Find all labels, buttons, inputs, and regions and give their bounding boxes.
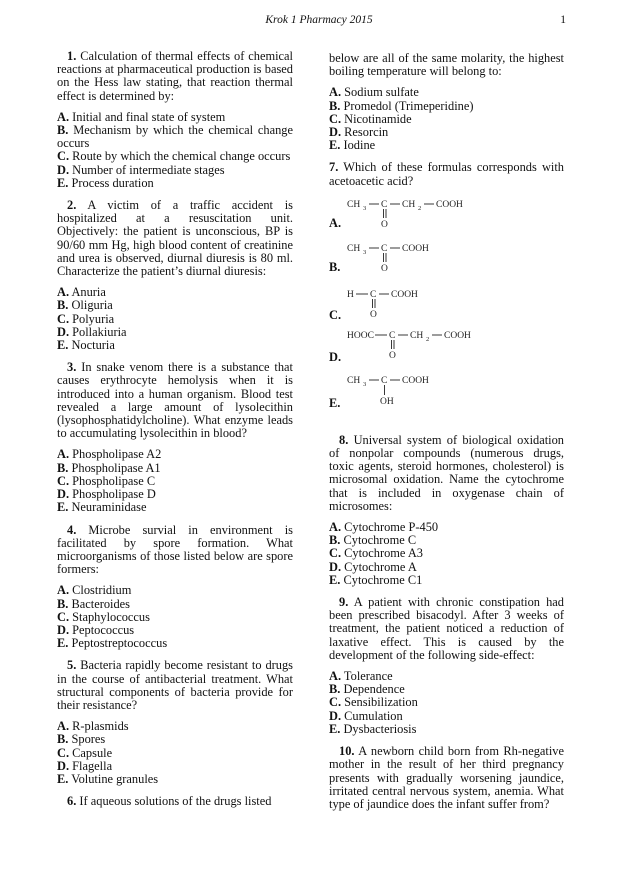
svg-text:O: O <box>381 263 388 274</box>
question-number: 6. <box>67 794 77 809</box>
answer-option: D. Cumulation <box>329 708 403 723</box>
answer-option: D. Resorcin <box>329 125 389 140</box>
answer-option: B. Oliguria <box>57 298 113 313</box>
option-letter: A. <box>329 215 342 230</box>
page-number: 1 <box>560 14 566 26</box>
answer-option: C. Phospholipase C <box>57 473 156 488</box>
question-text: In snake venom there is a substance that causes erythrocyte hemolysis when it is introduced into a human organism. Blood test revealed a large amount of lysolecithin (lysophosphatidylcholine). What enzyme leads to accumulating lysolecithin in blood? <box>57 360 293 441</box>
svg-text:O: O <box>389 350 396 361</box>
answer-option: B. Phospholipase A1 <box>57 460 161 475</box>
svg-text:C: C <box>389 330 396 341</box>
answer-option: C. Nicotinamide <box>329 111 412 126</box>
answer-option: D. Peptococcus <box>57 622 135 637</box>
question-text: below are all of the same molarity, the highest boiling temperature will belong to: <box>329 51 564 79</box>
answer-option: C. Staphylococcus <box>57 609 150 624</box>
answer-option: A. Cytochrome P-450 <box>329 520 439 535</box>
question-1 <box>57 50 293 190</box>
svg-text:CH: CH <box>410 330 424 341</box>
formula-option-c <box>329 280 564 328</box>
formula-option-a <box>329 196 564 236</box>
svg-text:CH: CH <box>347 375 361 386</box>
question-number: 8. <box>339 432 349 447</box>
answer-option: D. Flagella <box>57 758 113 773</box>
answer-option: E. Nocturia <box>57 338 115 353</box>
svg-text:3: 3 <box>363 380 367 388</box>
answer-option: D. Phospholipase D <box>57 487 156 502</box>
question-6-continued <box>329 52 564 152</box>
left-column <box>57 50 293 817</box>
question-number: 2. <box>67 198 77 213</box>
question-number: 1. <box>67 49 77 63</box>
answer-option: A. Tolerance <box>329 669 393 684</box>
question-text: Microbe survial in environment is facilitated by spore formation. What microorganisms of those listed below are spore formers: <box>57 522 293 577</box>
question-number: 5. <box>67 658 77 673</box>
structural-formula-c <box>343 280 543 328</box>
answer-option: C. Sensibilization <box>329 695 418 710</box>
svg-text:C: C <box>381 375 388 386</box>
svg-text:COOH: COOH <box>444 330 471 341</box>
svg-text:COOH: COOH <box>402 243 429 254</box>
answer-option: E. Dysbacteriosis <box>329 721 417 736</box>
answer-option: B. Cytochrome C <box>329 533 417 548</box>
answer-option: C. Route by which the chemical change occurs <box>57 149 291 164</box>
svg-text:CH: CH <box>347 243 361 254</box>
answer-option: E. Volutine granules <box>57 771 159 786</box>
svg-text:COOH: COOH <box>436 199 463 210</box>
svg-text:O: O <box>370 309 377 320</box>
right-column <box>329 52 564 820</box>
svg-text:O: O <box>381 219 388 230</box>
answer-option: D. Cytochrome A <box>329 559 417 574</box>
question-6 <box>57 795 293 808</box>
question-text: Bacteria rapidly become resistant to drugs in the course of antibacterial treatment. What structural components of bacteria provide for their resistance? <box>57 658 293 712</box>
svg-text:3: 3 <box>363 248 367 256</box>
svg-text:C: C <box>381 199 388 210</box>
structural-formula-a <box>343 196 543 236</box>
structural-formula-b <box>343 236 543 280</box>
answer-option: C. Capsule <box>57 745 113 760</box>
answer-option: E. Peptostreptococcus <box>57 636 168 651</box>
svg-text:3: 3 <box>363 204 367 212</box>
answer-option: E. Cytochrome C1 <box>329 572 423 587</box>
answer-option: B. Spores <box>57 732 106 747</box>
answer-option: D. Number of intermediate stages <box>57 162 225 177</box>
answer-option: B. Bacteroides <box>57 596 130 611</box>
svg-text:CH: CH <box>402 199 416 210</box>
formula-option-e <box>329 370 564 416</box>
option-letter: E. <box>329 395 341 410</box>
svg-text:2: 2 <box>418 204 422 212</box>
question-8 <box>329 434 564 587</box>
question-9 <box>329 596 564 736</box>
question-10 <box>329 745 564 811</box>
answer-option: B. Mechanism by which the chemical change occurs <box>57 123 293 151</box>
svg-text:OH: OH <box>380 396 394 407</box>
question-3 <box>57 361 293 514</box>
svg-text:COOH: COOH <box>402 375 429 386</box>
svg-text:2: 2 <box>426 335 430 343</box>
answer-option: A. R-plasmids <box>57 719 129 734</box>
header-title: Krok 1 Pharmacy 2015 <box>265 14 373 26</box>
question-text: Universal system of biological oxidation of nonpolar compounds (numerous drugs, toxic agents, steroid hormones, cholesterol) is microsomal oxidation. Name the cytochrome that is included in oxygenase chain of microsomes: <box>329 432 564 513</box>
question-5 <box>57 659 293 786</box>
option-letter: D. <box>329 349 342 364</box>
question-number: 10. <box>339 744 355 759</box>
answer-option: E. Iodine <box>329 138 376 153</box>
answer-option: A. Initial and final state of system <box>57 109 226 124</box>
option-letter: C. <box>329 307 342 322</box>
answer-option: D. Pollakiuria <box>57 324 127 339</box>
svg-text:H: H <box>347 289 354 300</box>
answer-option: E. Process duration <box>57 175 154 190</box>
answer-option: B. Dependence <box>329 682 405 697</box>
answer-option: A. Sodium sulfate <box>329 85 419 100</box>
option-letter: B. <box>329 259 341 274</box>
question-2 <box>57 199 293 352</box>
svg-text:C: C <box>381 243 388 254</box>
answer-option: C. Cytochrome A3 <box>329 546 423 561</box>
question-text: Which of these formulas corresponds with acetoacetic acid? <box>329 160 565 188</box>
question-4 <box>57 524 293 651</box>
question-text: A patient with chronic constipation had been prescribed bisacodyl. After 3 weeks of treatment, the patient noticed a reduction of laxative effect. This is caused by the development of the following side-effect: <box>329 595 564 662</box>
answer-option: B. Promedol (Trimeperidine) <box>329 98 474 113</box>
question-text: A victim of a traffic accident is hospitalized at a resuscitation unit. Objectively: the patient is unconscious, BP is 90/60 mm Hg, high blood content of creatinine and urea is observed, diurnal diuresis is 80 ml. Characterize the patient’s diurnal diuresis: <box>57 198 293 279</box>
question-number: 4. <box>67 522 77 537</box>
answer-option: A. Phospholipase A2 <box>57 447 162 462</box>
answer-option: C. Polyuria <box>57 311 115 326</box>
question-7 <box>329 161 564 415</box>
question-text: Calculation of thermal effects of chemical reactions at pharmaceutical production is based on the Hess law stating, that reaction thermal effect is determined by: <box>57 49 293 103</box>
question-text: If aqueous solutions of the drugs listed <box>79 794 272 809</box>
svg-text:HOOC: HOOC <box>347 330 374 341</box>
answer-option: E. Neuraminidase <box>57 500 147 515</box>
answer-option: A. Clostridium <box>57 583 132 598</box>
question-number: 3. <box>67 360 77 375</box>
structural-formula-e <box>343 370 543 416</box>
answer-option: A. Anuria <box>57 285 106 300</box>
question-number: 9. <box>339 595 349 610</box>
question-number: 7. <box>329 160 339 175</box>
formula-option-d <box>329 328 564 370</box>
svg-text:C: C <box>370 289 377 300</box>
formula-option-b <box>329 236 564 280</box>
structural-formula-d <box>343 328 543 370</box>
page-header <box>0 14 638 30</box>
question-text: A newborn child born from Rh-negative mother in the result of her third pregnancy presents with gradually worsening jaundice, irritated central nervous system, anemia. What type of jaundice does the infant suffer from? <box>329 744 564 811</box>
svg-text:CH: CH <box>347 199 361 210</box>
svg-text:COOH: COOH <box>391 289 418 300</box>
